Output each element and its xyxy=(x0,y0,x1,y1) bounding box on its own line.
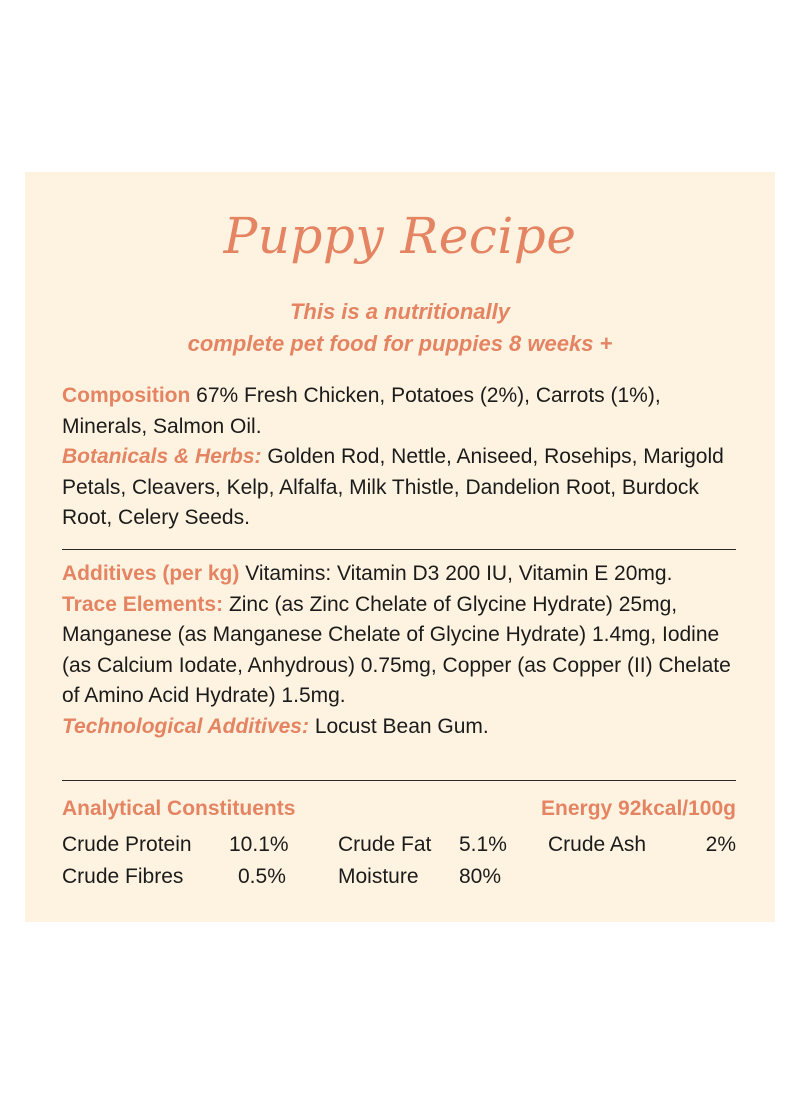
constituent-value: 80% xyxy=(459,865,502,888)
additives-section xyxy=(62,559,742,742)
technological-additives-text: Locust Bean Gum. xyxy=(314,714,489,738)
composition-text: 67% Fresh Chicken, Potatoes (2%), Carrots (1%), Minerals, Salmon Oil. xyxy=(62,384,661,438)
additives-heading: Additives (per kg) xyxy=(62,562,240,585)
botanicals-heading: Botanicals & Herbs: xyxy=(62,445,262,468)
recipe-title: Puppy Recipe xyxy=(223,207,577,265)
composition-heading: Composition xyxy=(62,384,191,407)
botanicals-text: Golden Rod, Nettle, Aniseed, Rosehips, Marigold Petals, Cleavers, Kelp, Alfalfa, Milk Thistle, Dandelion Root, Burdock Root, Celery Seeds. xyxy=(62,445,724,529)
constituent-label: Moisture xyxy=(338,865,419,888)
subtitle-line-1: This is a nutritionally xyxy=(289,299,511,324)
constituent-value: 5.1% xyxy=(459,833,507,856)
constituent-label: Crude Fibres xyxy=(62,865,184,888)
divider xyxy=(62,780,736,781)
constituent-label: Crude Ash xyxy=(548,833,647,856)
constituent-label: Crude Fat xyxy=(338,833,432,856)
subtitle-line-2: complete pet food for puppies 8 weeks + xyxy=(187,331,613,356)
divider xyxy=(62,549,736,550)
constituent-value: 10.1% xyxy=(229,833,289,856)
additives-text: Vitamins: Vitamin D3 200 IU, Vitamin E 20mg. xyxy=(245,562,673,585)
trace-elements-text: Zinc (as Zinc Chelate of Glycine Hydrate) 25mg, Manganese (as Manganese Chelate of Glycine Hydrate) 1.4mg, Iodine (as Calcium Iodate, Anhydrous) 0.75mg, Copper (as Copper (II) Chelate of Amino Acid Hydrate) 1.5mg. xyxy=(62,592,731,707)
recipe-subtitle xyxy=(25,296,775,360)
constituent-value: 2% xyxy=(705,833,736,856)
trace-elements-heading: Trace Elements: xyxy=(62,592,224,616)
constituent-value: 0.5% xyxy=(238,865,286,888)
analytical-heading: Analytical Constituents xyxy=(62,797,296,820)
energy-value: Energy 92kcal/100g xyxy=(541,797,736,820)
technological-additives-heading: Technological Additives: xyxy=(62,714,309,738)
constituent-label: Crude Protein xyxy=(62,833,192,856)
label-card xyxy=(25,172,775,922)
composition-section xyxy=(62,381,742,534)
